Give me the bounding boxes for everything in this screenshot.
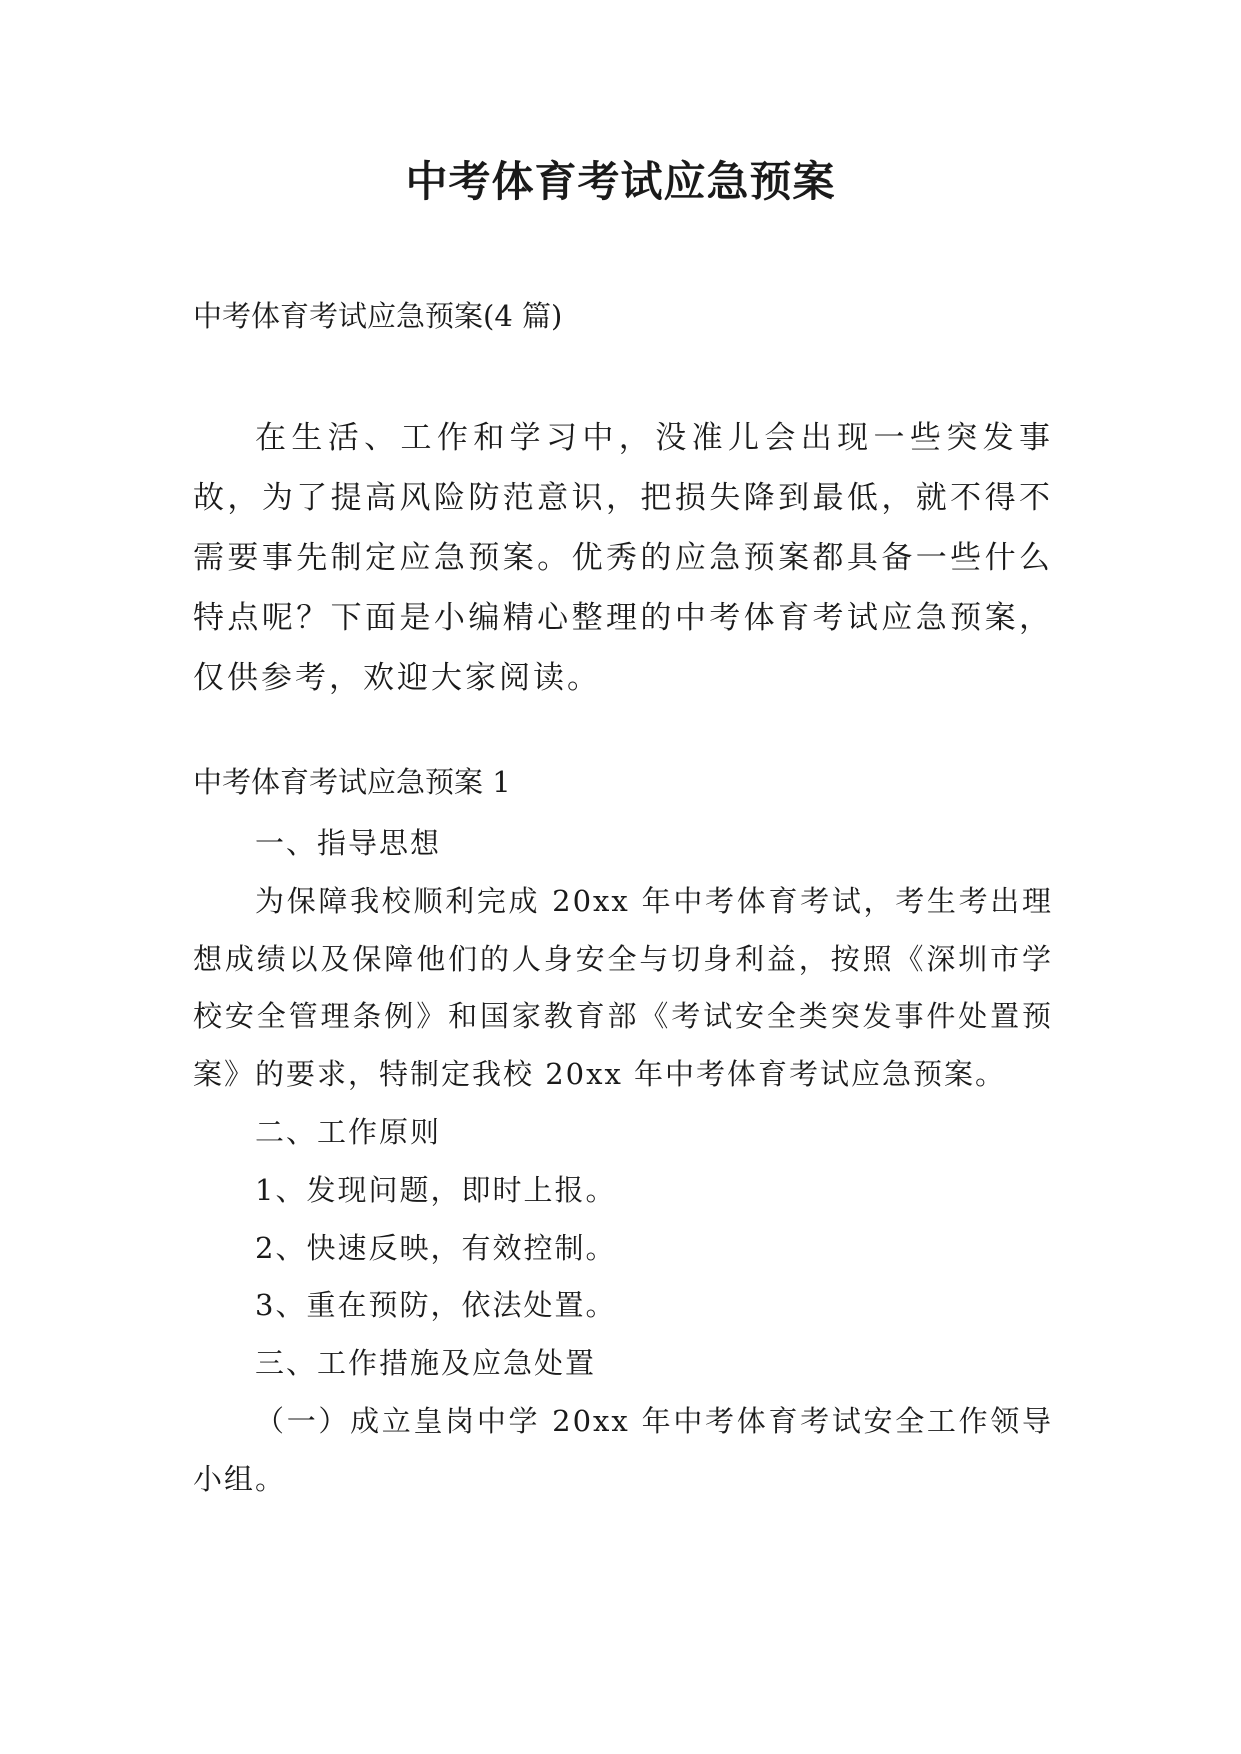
section-title: 中考体育考试应急预案 1 <box>193 765 511 799</box>
heading-measures: 三、工作措施及应急处置 <box>255 1346 597 1381</box>
intro-paragraph: 在生活、工作和学习中，没准儿会出现一些突发事故，为了提高风险防范意识，把损失降到最低，就不得不需要事先制定应急预案。优秀的应急预案都具备一些什么特点呢？下面是小编精心整理的中考体育考试应急预案，仅供参考，欢迎大家阅读。 <box>193 420 1053 696</box>
heading-work-principle: 二、工作原则 <box>255 1114 442 1149</box>
document-title: 中考体育考试应急预案 <box>405 157 836 206</box>
list-item: 3、重在预防，依法处置。 <box>255 1288 617 1323</box>
document-subtitle: 中考体育考试应急预案(4 篇) <box>193 299 563 333</box>
body-paragraph: （一）成立皇岗中学 20xx 年中考体育考试安全工作领导小组。 <box>193 1403 1053 1496</box>
body-paragraph: 为保障我校顺利完成 20xx 年中考体育考试，考生考出理想成绩以及保障他们的人身安全与切身利益，按照《深圳市学校安全管理条例》和国家教育部《考试安全类突发事件处置预案》的要求，特制定我校 20xx 年中考体育考试应急预案。 <box>193 883 1053 1092</box>
list-item: 1、发现问题，即时上报。 <box>255 1172 617 1207</box>
list-item: 2、快速反映，有效控制。 <box>255 1230 617 1265</box>
heading-guiding-principle: 一、指导思想 <box>255 826 442 860</box>
section-body <box>193 815 1053 1509</box>
